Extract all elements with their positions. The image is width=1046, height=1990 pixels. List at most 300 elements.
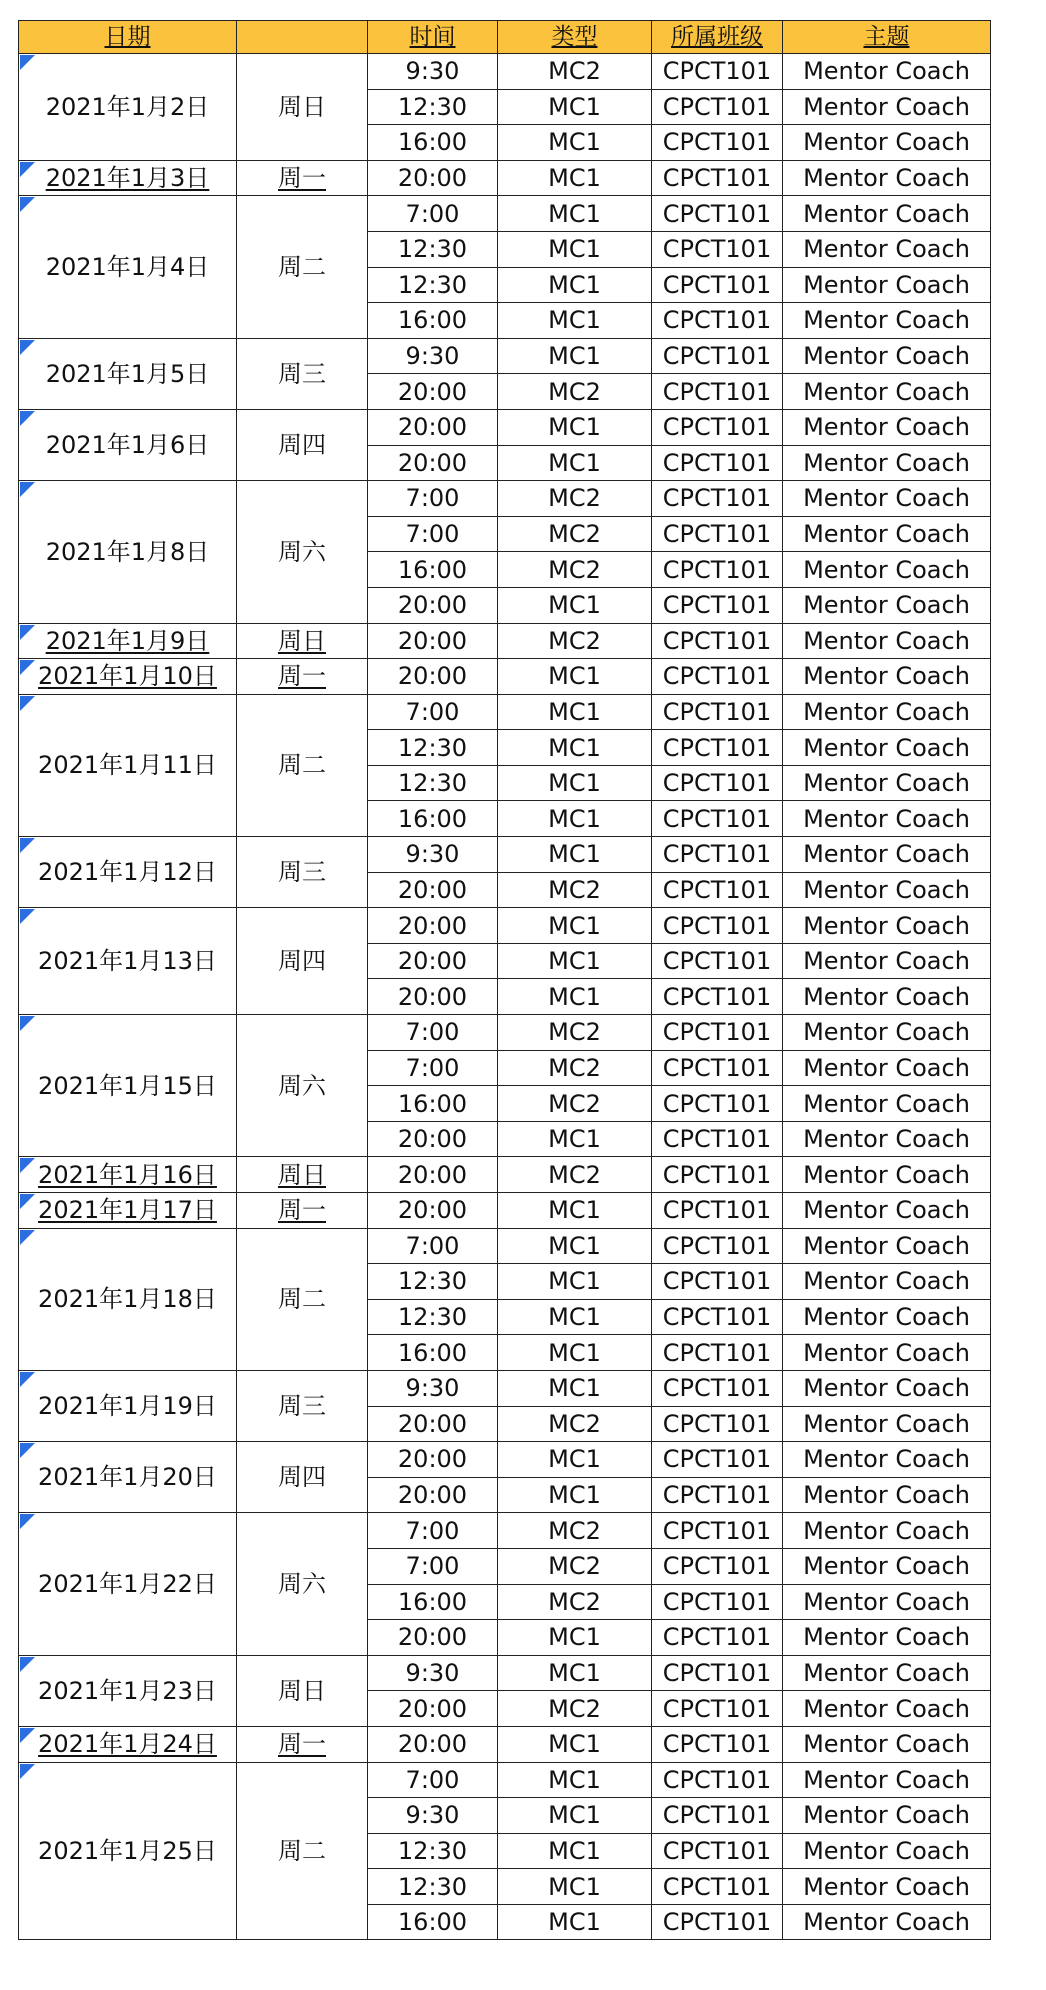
class-cell[interactable]: CPCT101 xyxy=(652,801,783,837)
time-cell[interactable]: 20:00 xyxy=(368,872,498,908)
class-cell[interactable]: CPCT101 xyxy=(652,1157,783,1193)
weekday-cell[interactable]: 周日 xyxy=(237,623,368,659)
date-text: 2021年1月5日 xyxy=(45,359,210,388)
type-cell[interactable]: MC1 xyxy=(498,979,652,1015)
class-cell[interactable]: CPCT101 xyxy=(652,1228,783,1264)
time-cell[interactable]: 20:00 xyxy=(368,908,498,944)
type-cell[interactable]: MC2 xyxy=(498,552,652,588)
time-cell[interactable]: 7:00 xyxy=(368,196,498,232)
class-cell[interactable]: CPCT101 xyxy=(652,1335,783,1371)
time-cell[interactable]: 12:30 xyxy=(368,89,498,125)
class-cell[interactable]: CPCT101 xyxy=(652,1691,783,1727)
type-cell[interactable]: MC1 xyxy=(498,409,652,445)
date-text: 2021年1月18日 xyxy=(38,1285,217,1314)
type-cell[interactable]: MC1 xyxy=(498,837,652,873)
type-cell[interactable]: MC1 xyxy=(498,231,652,267)
comment-flag-icon xyxy=(20,1372,35,1387)
topic-cell[interactable]: Mentor Coach xyxy=(783,1691,991,1727)
weekday-cell[interactable]: 周一 xyxy=(237,1726,368,1762)
topic-cell[interactable]: Mentor Coach xyxy=(783,89,991,125)
date-cell[interactable] xyxy=(19,1015,237,1157)
type-cell[interactable]: MC2 xyxy=(498,1513,652,1549)
comment-flag-icon xyxy=(20,1194,35,1209)
time-cell[interactable]: 20:00 xyxy=(368,1477,498,1513)
topic-cell[interactable]: Mentor Coach xyxy=(783,1228,991,1264)
topic-cell[interactable]: Mentor Coach xyxy=(783,481,991,517)
time-cell[interactable]: 20:00 xyxy=(368,587,498,623)
time-cell[interactable]: 16:00 xyxy=(368,552,498,588)
type-cell[interactable]: MC1 xyxy=(498,1193,652,1229)
type-cell[interactable]: MC2 xyxy=(498,374,652,410)
type-cell[interactable]: MC1 xyxy=(498,1121,652,1157)
topic-cell[interactable]: Mentor Coach xyxy=(783,1904,991,1940)
time-cell[interactable]: 16:00 xyxy=(368,1335,498,1371)
time-cell[interactable]: 16:00 xyxy=(368,1086,498,1122)
weekday-cell[interactable]: 周二 xyxy=(237,196,368,338)
class-cell[interactable]: CPCT101 xyxy=(652,1015,783,1051)
topic-cell[interactable]: Mentor Coach xyxy=(783,765,991,801)
type-cell[interactable]: MC1 xyxy=(498,1477,652,1513)
type-cell[interactable]: MC1 xyxy=(498,943,652,979)
class-cell[interactable]: CPCT101 xyxy=(652,872,783,908)
class-cell[interactable]: CPCT101 xyxy=(652,659,783,695)
date-text: 2021年1月2日 xyxy=(45,92,210,121)
class-cell[interactable]: CPCT101 xyxy=(652,1655,783,1691)
weekday-cell[interactable]: 周一 xyxy=(237,160,368,196)
date-cell[interactable] xyxy=(19,1370,237,1441)
type-cell[interactable]: MC2 xyxy=(498,872,652,908)
time-cell[interactable]: 9:30 xyxy=(368,54,498,90)
date-text: 2021年1月23日 xyxy=(38,1676,217,1705)
date-cell[interactable] xyxy=(19,1655,237,1726)
time-cell[interactable]: 20:00 xyxy=(368,445,498,481)
topic-cell[interactable]: Mentor Coach xyxy=(783,1086,991,1122)
date-cell[interactable] xyxy=(19,659,237,695)
date-cell[interactable] xyxy=(19,409,237,480)
topic-cell[interactable]: Mentor Coach xyxy=(783,587,991,623)
time-cell[interactable]: 20:00 xyxy=(368,1442,498,1478)
class-cell[interactable]: CPCT101 xyxy=(652,1086,783,1122)
type-cell[interactable]: MC1 xyxy=(498,1335,652,1371)
date-text: 2021年1月11日 xyxy=(38,751,217,780)
topic-cell[interactable]: Mentor Coach xyxy=(783,1335,991,1371)
topic-cell[interactable]: Mentor Coach xyxy=(783,1121,991,1157)
class-cell[interactable]: CPCT101 xyxy=(652,587,783,623)
time-cell[interactable]: 20:00 xyxy=(368,979,498,1015)
topic-cell[interactable]: Mentor Coach xyxy=(783,1299,991,1335)
topic-cell[interactable]: Mentor Coach xyxy=(783,125,991,161)
time-cell[interactable]: 20:00 xyxy=(368,943,498,979)
class-cell[interactable]: CPCT101 xyxy=(652,1584,783,1620)
class-cell[interactable]: CPCT101 xyxy=(652,481,783,517)
time-cell[interactable]: 7:00 xyxy=(368,1228,498,1264)
table-row xyxy=(19,1513,991,1549)
topic-cell[interactable]: Mentor Coach xyxy=(783,196,991,232)
date-cell[interactable] xyxy=(19,694,237,836)
class-cell[interactable]: CPCT101 xyxy=(652,125,783,161)
type-cell[interactable]: MC2 xyxy=(498,481,652,517)
weekday-cell[interactable]: 周二 xyxy=(237,1228,368,1370)
class-cell[interactable]: CPCT101 xyxy=(652,837,783,873)
type-cell[interactable]: MC1 xyxy=(498,1904,652,1940)
type-cell[interactable]: MC2 xyxy=(498,1157,652,1193)
topic-cell[interactable]: Mentor Coach xyxy=(783,694,991,730)
time-cell[interactable]: 20:00 xyxy=(368,1620,498,1656)
topic-cell[interactable]: Mentor Coach xyxy=(783,837,991,873)
class-cell[interactable]: CPCT101 xyxy=(652,1264,783,1300)
type-cell[interactable]: MC1 xyxy=(498,908,652,944)
topic-cell[interactable]: Mentor Coach xyxy=(783,1869,991,1905)
class-cell[interactable]: CPCT101 xyxy=(652,552,783,588)
topic-cell[interactable]: Mentor Coach xyxy=(783,1015,991,1051)
type-cell[interactable]: MC2 xyxy=(498,1406,652,1442)
time-cell[interactable]: 12:30 xyxy=(368,267,498,303)
weekday-cell[interactable]: 周三 xyxy=(237,837,368,908)
type-cell[interactable]: MC1 xyxy=(498,1228,652,1264)
comment-flag-icon xyxy=(20,660,35,675)
class-cell[interactable]: CPCT101 xyxy=(652,623,783,659)
date-cell[interactable] xyxy=(19,623,237,659)
time-cell[interactable]: 7:00 xyxy=(368,1015,498,1051)
topic-cell[interactable]: Mentor Coach xyxy=(783,1620,991,1656)
time-cell[interactable]: 20:00 xyxy=(368,623,498,659)
topic-cell[interactable]: Mentor Coach xyxy=(783,1050,991,1086)
class-cell[interactable]: CPCT101 xyxy=(652,160,783,196)
weekday-cell[interactable]: 周三 xyxy=(237,1370,368,1441)
date-cell[interactable] xyxy=(19,196,237,338)
weekday-cell[interactable]: 周日 xyxy=(237,1157,368,1193)
class-cell[interactable]: CPCT101 xyxy=(652,765,783,801)
class-cell[interactable]: CPCT101 xyxy=(652,196,783,232)
class-cell[interactable]: CPCT101 xyxy=(652,1833,783,1869)
time-cell[interactable]: 20:00 xyxy=(368,409,498,445)
class-cell[interactable]: CPCT101 xyxy=(652,1548,783,1584)
comment-flag-icon xyxy=(20,197,35,212)
time-cell[interactable]: 12:30 xyxy=(368,730,498,766)
date-cell[interactable] xyxy=(19,1762,237,1940)
table-row xyxy=(19,1193,991,1229)
class-cell[interactable]: CPCT101 xyxy=(652,409,783,445)
class-cell[interactable]: CPCT101 xyxy=(652,445,783,481)
weekday-cell[interactable]: 周四 xyxy=(237,409,368,480)
time-cell[interactable]: 20:00 xyxy=(368,1726,498,1762)
weekday-cell[interactable]: 周四 xyxy=(237,908,368,1015)
time-cell[interactable]: 20:00 xyxy=(368,1121,498,1157)
topic-cell[interactable]: Mentor Coach xyxy=(783,659,991,695)
time-cell[interactable]: 12:30 xyxy=(368,1299,498,1335)
class-cell[interactable]: CPCT101 xyxy=(652,267,783,303)
topic-cell[interactable]: Mentor Coach xyxy=(783,1477,991,1513)
date-text: 2021年1月17日 xyxy=(38,1196,217,1225)
time-cell[interactable]: 16:00 xyxy=(368,303,498,339)
type-cell[interactable]: MC1 xyxy=(498,765,652,801)
time-cell[interactable]: 7:00 xyxy=(368,694,498,730)
type-cell[interactable]: MC1 xyxy=(498,1798,652,1834)
class-cell[interactable]: CPCT101 xyxy=(652,1193,783,1229)
type-cell[interactable]: MC1 xyxy=(498,89,652,125)
time-cell[interactable]: 12:30 xyxy=(368,765,498,801)
type-cell[interactable]: MC1 xyxy=(498,1833,652,1869)
weekday-cell[interactable]: 周三 xyxy=(237,338,368,409)
type-cell[interactable]: MC1 xyxy=(498,1655,652,1691)
class-cell[interactable]: CPCT101 xyxy=(652,694,783,730)
date-cell[interactable] xyxy=(19,1228,237,1370)
comment-flag-icon xyxy=(20,1016,35,1031)
topic-cell[interactable]: Mentor Coach xyxy=(783,1370,991,1406)
class-cell[interactable]: CPCT101 xyxy=(652,943,783,979)
type-cell[interactable]: MC1 xyxy=(498,267,652,303)
topic-cell[interactable]: Mentor Coach xyxy=(783,1762,991,1798)
topic-cell[interactable]: Mentor Coach xyxy=(783,1264,991,1300)
class-cell[interactable]: CPCT101 xyxy=(652,1726,783,1762)
type-cell[interactable]: MC1 xyxy=(498,196,652,232)
class-cell[interactable]: CPCT101 xyxy=(652,338,783,374)
class-cell[interactable]: CPCT101 xyxy=(652,1513,783,1549)
time-cell[interactable]: 9:30 xyxy=(368,1370,498,1406)
type-cell[interactable]: MC1 xyxy=(498,1442,652,1478)
type-cell[interactable]: MC1 xyxy=(498,659,652,695)
date-text: 2021年1月12日 xyxy=(38,858,217,887)
weekday-cell[interactable]: 周二 xyxy=(237,1762,368,1940)
type-cell[interactable]: MC2 xyxy=(498,1015,652,1051)
topic-cell[interactable]: Mentor Coach xyxy=(783,160,991,196)
date-cell[interactable] xyxy=(19,1442,237,1513)
date-text: 2021年1月25日 xyxy=(38,1836,217,1865)
time-cell[interactable]: 7:00 xyxy=(368,1513,498,1549)
comment-flag-icon xyxy=(20,696,35,711)
time-cell[interactable]: 12:30 xyxy=(368,1264,498,1300)
class-cell[interactable]: CPCT101 xyxy=(652,89,783,125)
type-cell[interactable]: MC1 xyxy=(498,1620,652,1656)
topic-cell[interactable]: Mentor Coach xyxy=(783,1193,991,1229)
comment-flag-icon xyxy=(20,1514,35,1529)
weekday-cell[interactable]: 周六 xyxy=(237,1015,368,1157)
topic-cell[interactable]: Mentor Coach xyxy=(783,338,991,374)
class-cell[interactable]: CPCT101 xyxy=(652,1904,783,1940)
class-cell[interactable]: CPCT101 xyxy=(652,374,783,410)
type-cell[interactable]: MC1 xyxy=(498,125,652,161)
table-row xyxy=(19,160,991,196)
type-cell[interactable]: MC1 xyxy=(498,445,652,481)
table-row xyxy=(19,54,991,90)
type-cell[interactable]: MC1 xyxy=(498,1869,652,1905)
type-cell[interactable]: MC1 xyxy=(498,1299,652,1335)
header-time[interactable]: 时间 xyxy=(368,21,498,54)
class-cell[interactable]: CPCT101 xyxy=(652,1299,783,1335)
time-cell[interactable]: 12:30 xyxy=(368,1833,498,1869)
weekday-cell[interactable]: 周日 xyxy=(237,54,368,161)
type-cell[interactable]: MC1 xyxy=(498,801,652,837)
schedule-table xyxy=(18,20,991,1940)
type-cell[interactable]: MC1 xyxy=(498,1370,652,1406)
type-cell[interactable]: MC1 xyxy=(498,730,652,766)
type-cell[interactable]: MC2 xyxy=(498,54,652,90)
comment-flag-icon xyxy=(20,1764,35,1779)
table-row xyxy=(19,1228,991,1264)
weekday-cell[interactable]: 周四 xyxy=(237,1442,368,1513)
class-cell[interactable]: CPCT101 xyxy=(652,1762,783,1798)
class-cell[interactable]: CPCT101 xyxy=(652,1121,783,1157)
type-cell[interactable]: MC1 xyxy=(498,338,652,374)
time-cell[interactable]: 20:00 xyxy=(368,1406,498,1442)
topic-cell[interactable]: Mentor Coach xyxy=(783,1584,991,1620)
time-cell[interactable]: 9:30 xyxy=(368,837,498,873)
time-cell[interactable]: 20:00 xyxy=(368,659,498,695)
type-cell[interactable]: MC2 xyxy=(498,1584,652,1620)
type-cell[interactable]: MC1 xyxy=(498,1264,652,1300)
date-text: 2021年1月6日 xyxy=(45,431,210,460)
class-cell[interactable]: CPCT101 xyxy=(652,303,783,339)
type-cell[interactable]: MC1 xyxy=(498,694,652,730)
class-cell[interactable]: CPCT101 xyxy=(652,1620,783,1656)
topic-cell[interactable]: Mentor Coach xyxy=(783,516,991,552)
date-cell[interactable] xyxy=(19,54,237,161)
type-cell[interactable]: MC2 xyxy=(498,623,652,659)
weekday-cell[interactable]: 周六 xyxy=(237,481,368,623)
time-cell[interactable]: 9:30 xyxy=(368,338,498,374)
date-text: 2021年1月16日 xyxy=(38,1160,217,1189)
type-cell[interactable]: MC2 xyxy=(498,516,652,552)
topic-cell[interactable]: Mentor Coach xyxy=(783,1655,991,1691)
topic-cell[interactable]: Mentor Coach xyxy=(783,623,991,659)
comment-flag-icon xyxy=(20,482,35,497)
time-cell[interactable]: 20:00 xyxy=(368,1691,498,1727)
class-cell[interactable]: CPCT101 xyxy=(652,1442,783,1478)
time-cell[interactable]: 9:30 xyxy=(368,1798,498,1834)
class-cell[interactable]: CPCT101 xyxy=(652,1370,783,1406)
date-cell[interactable] xyxy=(19,1513,237,1655)
time-cell[interactable]: 16:00 xyxy=(368,125,498,161)
header-weekday[interactable] xyxy=(237,21,368,54)
date-cell[interactable] xyxy=(19,837,237,908)
date-cell[interactable] xyxy=(19,338,237,409)
class-cell[interactable]: CPCT101 xyxy=(652,1477,783,1513)
date-text: 2021年1月24日 xyxy=(38,1730,217,1759)
weekday-cell[interactable]: 周一 xyxy=(237,1193,368,1229)
header-topic[interactable]: 主题 xyxy=(783,21,991,54)
time-cell[interactable]: 16:00 xyxy=(368,801,498,837)
topic-cell[interactable]: Mentor Coach xyxy=(783,267,991,303)
class-cell[interactable]: CPCT101 xyxy=(652,516,783,552)
class-cell[interactable]: CPCT101 xyxy=(652,231,783,267)
date-cell[interactable] xyxy=(19,1193,237,1229)
comment-flag-icon xyxy=(20,1728,35,1743)
topic-cell[interactable]: Mentor Coach xyxy=(783,445,991,481)
topic-cell[interactable]: Mentor Coach xyxy=(783,231,991,267)
topic-cell[interactable]: Mentor Coach xyxy=(783,1157,991,1193)
topic-cell[interactable]: Mentor Coach xyxy=(783,552,991,588)
table-row xyxy=(19,694,991,730)
time-cell[interactable]: 7:00 xyxy=(368,1548,498,1584)
date-text: 2021年1月19日 xyxy=(38,1392,217,1421)
time-cell[interactable]: 20:00 xyxy=(368,1193,498,1229)
topic-cell[interactable]: Mentor Coach xyxy=(783,374,991,410)
type-cell[interactable]: MC1 xyxy=(498,160,652,196)
topic-cell[interactable]: Mentor Coach xyxy=(783,409,991,445)
table-body xyxy=(19,54,991,1940)
class-cell[interactable]: CPCT101 xyxy=(652,1050,783,1086)
topic-cell[interactable]: Mentor Coach xyxy=(783,979,991,1015)
table-row xyxy=(19,1370,991,1406)
topic-cell[interactable]: Mentor Coach xyxy=(783,872,991,908)
date-text: 2021年1月15日 xyxy=(38,1071,217,1100)
time-cell[interactable]: 9:30 xyxy=(368,1655,498,1691)
time-cell[interactable]: 12:30 xyxy=(368,231,498,267)
time-cell[interactable]: 16:00 xyxy=(368,1584,498,1620)
type-cell[interactable]: MC2 xyxy=(498,1086,652,1122)
date-cell[interactable] xyxy=(19,481,237,623)
topic-cell[interactable]: Mentor Coach xyxy=(783,943,991,979)
class-cell[interactable]: CPCT101 xyxy=(652,730,783,766)
type-cell[interactable]: MC1 xyxy=(498,303,652,339)
weekday-cell[interactable]: 周一 xyxy=(237,659,368,695)
time-cell[interactable]: 16:00 xyxy=(368,1904,498,1940)
type-cell[interactable]: MC1 xyxy=(498,1762,652,1798)
topic-cell[interactable]: Mentor Coach xyxy=(783,730,991,766)
table-row xyxy=(19,1015,991,1051)
class-cell[interactable]: CPCT101 xyxy=(652,979,783,1015)
type-cell[interactable]: MC2 xyxy=(498,1050,652,1086)
table-row xyxy=(19,481,991,517)
class-cell[interactable]: CPCT101 xyxy=(652,1869,783,1905)
class-cell[interactable]: CPCT101 xyxy=(652,908,783,944)
header-date[interactable]: 日期 xyxy=(19,21,237,54)
table-row xyxy=(19,659,991,695)
date-cell[interactable] xyxy=(19,1157,237,1193)
topic-cell[interactable]: Mentor Coach xyxy=(783,303,991,339)
comment-flag-icon xyxy=(20,1230,35,1245)
weekday-cell[interactable]: 周二 xyxy=(237,694,368,836)
topic-cell[interactable]: Mentor Coach xyxy=(783,1798,991,1834)
topic-cell[interactable]: Mentor Coach xyxy=(783,1548,991,1584)
time-cell[interactable]: 7:00 xyxy=(368,516,498,552)
time-cell[interactable]: 20:00 xyxy=(368,374,498,410)
topic-cell[interactable]: Mentor Coach xyxy=(783,1406,991,1442)
date-cell[interactable] xyxy=(19,1726,237,1762)
topic-cell[interactable]: Mentor Coach xyxy=(783,1513,991,1549)
topic-cell[interactable]: Mentor Coach xyxy=(783,1442,991,1478)
table-row xyxy=(19,1157,991,1193)
type-cell[interactable]: MC1 xyxy=(498,1726,652,1762)
topic-cell[interactable]: Mentor Coach xyxy=(783,1726,991,1762)
class-cell[interactable]: CPCT101 xyxy=(652,1406,783,1442)
class-cell[interactable]: CPCT101 xyxy=(652,54,783,90)
comment-flag-icon xyxy=(20,411,35,426)
time-cell[interactable]: 7:00 xyxy=(368,481,498,517)
header-class[interactable]: 所属班级 xyxy=(652,21,783,54)
class-cell[interactable]: CPCT101 xyxy=(652,1798,783,1834)
weekday-cell[interactable]: 周日 xyxy=(237,1655,368,1726)
comment-flag-icon xyxy=(20,162,35,177)
topic-cell[interactable]: Mentor Coach xyxy=(783,801,991,837)
time-cell[interactable]: 20:00 xyxy=(368,1157,498,1193)
weekday-cell[interactable]: 周六 xyxy=(237,1513,368,1655)
date-cell[interactable] xyxy=(19,160,237,196)
topic-cell[interactable]: Mentor Coach xyxy=(783,54,991,90)
header-type[interactable]: 类型 xyxy=(498,21,652,54)
time-cell[interactable]: 7:00 xyxy=(368,1762,498,1798)
topic-cell[interactable]: Mentor Coach xyxy=(783,1833,991,1869)
type-cell[interactable]: MC1 xyxy=(498,587,652,623)
time-cell[interactable]: 7:00 xyxy=(368,1050,498,1086)
time-cell[interactable]: 12:30 xyxy=(368,1869,498,1905)
type-cell[interactable]: MC2 xyxy=(498,1691,652,1727)
time-cell[interactable]: 20:00 xyxy=(368,160,498,196)
topic-cell[interactable]: Mentor Coach xyxy=(783,908,991,944)
date-cell[interactable] xyxy=(19,908,237,1015)
type-cell[interactable]: MC2 xyxy=(498,1548,652,1584)
date-text: 2021年1月9日 xyxy=(45,626,210,655)
